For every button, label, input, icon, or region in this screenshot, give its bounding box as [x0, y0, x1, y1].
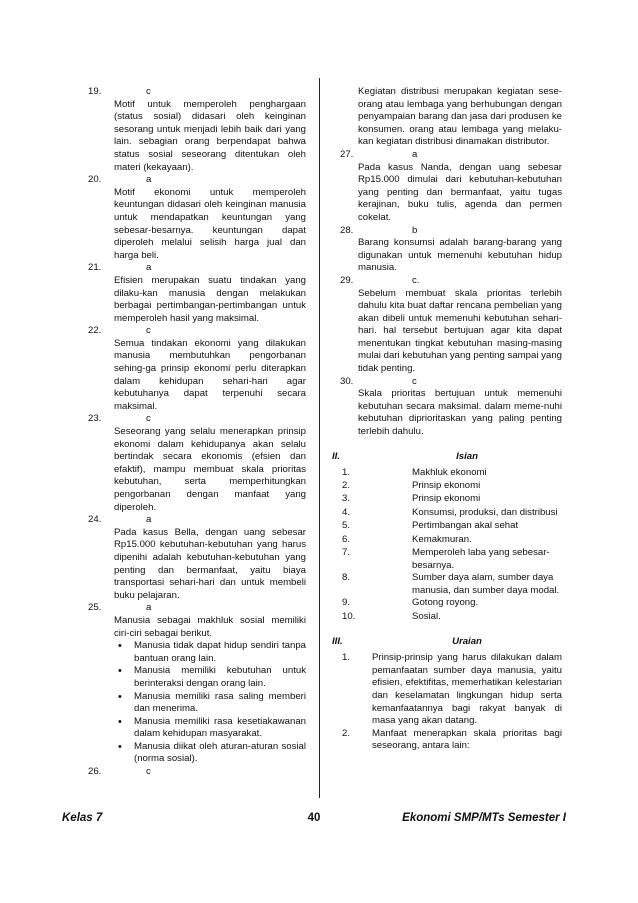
isian-item — [332, 493, 562, 506]
item-number: 29. — [340, 274, 354, 286]
item-number: 20. — [88, 174, 102, 186]
isian-item — [332, 572, 562, 597]
answer-explanation: Seseorang yang selalu menerapkan prinsip ekonomi dalam kehidupanya akan selalu bertindak secara ekonomis (efsien dan efaktif), mampu membuat skala prioritas kebutuhan, serta memperhitungkan pengorbanan dengan manfaat yang diperoleh. — [114, 426, 306, 513]
right-column — [332, 86, 562, 753]
isian-answer: Konsumsi, produksi, dan distribusi — [412, 506, 558, 518]
item-number: 30. — [340, 375, 354, 387]
item-number: 19. — [88, 86, 102, 97]
answer-explanation: Skala prioritas bertujuan untuk memenuhi kebutuhan secara maksimal. dalam meme-nuhi kebutuhan diprioritaskan yang paling penting terlebih dahulu. — [358, 388, 562, 438]
item-number: 23. — [88, 413, 102, 425]
answer-explanation: Pada kasus Nanda, dengan uang sebesar Rp15.000 dimulai dari kebutuhan-kebutuhan yang penting dan bermanfaat, yaitu tugas kerajinan, buku tulis, agenda dan permen cokelat. — [358, 161, 562, 223]
isian-answer: Kemakmuran. — [412, 533, 472, 545]
answer-item-30 — [332, 376, 562, 439]
isian-number: 4. — [342, 506, 351, 518]
isian-answer: Sumber daya alam, sumber daya manusia, dan sumber daya modal. — [412, 572, 560, 596]
isian-number: 7. — [342, 546, 351, 558]
section-number: III. — [332, 636, 343, 648]
answer-key: a — [146, 174, 152, 186]
isian-item — [332, 520, 562, 533]
item-number: 28. — [340, 224, 354, 236]
answer-item-25 — [88, 602, 306, 766]
item-number: 22. — [88, 325, 102, 337]
left-column — [88, 86, 306, 779]
answer-item-28 — [332, 225, 562, 275]
answer-key: b — [412, 224, 418, 236]
section-heading-isian — [332, 451, 562, 467]
isian-list — [332, 467, 562, 625]
answer-key: a — [146, 514, 152, 526]
uraian-answer: Prinsip-prinsip yang harus dilakukan dalam pemanfaatan sumber daya manusia, yaitu efisien, efektifitas, memerhatikan kelestarian dan keselamatan lingkungan hidup serta kemanfaatannya bagi rakyat banyak di masa yang akan datang. — [372, 652, 562, 727]
isian-answer: Memperoleh laba yang sebesar-besarnya. — [412, 546, 550, 571]
uraian-item — [332, 652, 562, 728]
bullet-list — [88, 640, 306, 766]
answer-item-24 — [88, 514, 306, 602]
answer-explanation: Motif untuk memperoleh penghargaan (status sosial) didasari oleh keinginan sesorang untuk menjadi lebih baik dari yang lain. sebagian orang berpendapat bahwa status sosial seseorang ditentukan oleh materi (kekayaan). — [114, 98, 306, 173]
answer-key: c — [412, 375, 417, 387]
answer-key: c — [146, 766, 151, 778]
answer-key: c — [146, 325, 151, 337]
item-number: 27. — [340, 148, 354, 160]
answer-item-20 — [88, 174, 306, 262]
item-number: 24. — [88, 514, 102, 526]
answer-key: a — [146, 262, 152, 274]
answer-item-23 — [88, 413, 306, 514]
isian-item — [332, 547, 562, 572]
bullet-item: • Manusia memiliki rasa kesetiakawanan dalam kehidupan masyarakat. — [114, 716, 306, 741]
uraian-number: 1. — [342, 652, 351, 664]
answer-key: c — [146, 86, 151, 97]
uraian-answer: Manfaat menerapkan skala prioritas bagi seseorang, antara lain: — [372, 727, 562, 752]
uraian-item — [332, 728, 562, 753]
answer-item-21 — [88, 262, 306, 325]
item-number: 25. — [88, 602, 102, 614]
isian-number: 2. — [342, 480, 351, 492]
isian-answer: Pertimbangan akal sehat — [412, 520, 519, 532]
uraian-number: 2. — [342, 727, 351, 739]
answer-explanation: Sebelum membuat skala prioritas terlebih dahulu kita buat daftar rencana pembelian yang akan dibeli untuk memenuhi kebutuhan sehari-hari. hal tersebut bertujuan agar kita dapat menentukan tingkat kebutuhan masing-masing mulai dari kebutuhan yang penting sampai yang tidak penting. — [358, 287, 562, 375]
isian-number: 6. — [342, 533, 351, 545]
section-number: II. — [332, 450, 340, 462]
item-number: 21. — [88, 262, 102, 274]
bullet-item: • Manusia tidak dapat hidup sendiri tanpa bantuan orang lain. — [114, 640, 306, 665]
page-footer — [62, 812, 566, 828]
answer-explanation: Semua tindakan ekonomi yang dilakukan manusia membutuhkan pengorbanan sehing-ga prinsip ekonomi perlu diterapkan dalam kehidupan sehari-hari agar kebutuhanya dapat terpenuhi secara maksimal. — [114, 337, 306, 412]
answer-item-22 — [88, 325, 306, 413]
answer-key: a — [146, 602, 152, 614]
isian-answer: Sosial. — [412, 610, 441, 622]
isian-answer: Makhluk ekonomi — [412, 466, 487, 478]
isian-number: 3. — [342, 493, 351, 505]
isian-number: 5. — [342, 520, 351, 532]
section-title: Uraian — [452, 636, 482, 648]
answer-explanation: Manusia sebagai makhluk sosial memiliki ciri-ciri sebagai berikut. — [114, 614, 306, 639]
section-heading-uraian — [332, 636, 562, 652]
bullet-item: • Manusia memiliki kebutuhan untuk berinteraksi dengan orang lain. — [114, 665, 306, 690]
footer-book-title: Ekonomi SMP/MTs Semester I — [402, 812, 566, 824]
answer-item-26 — [88, 766, 306, 779]
answer-item-29 — [332, 275, 562, 376]
answer-key: c — [146, 413, 151, 425]
isian-answer: Gotong royong. — [412, 597, 479, 609]
answer-explanation: Efisien merupakan suatu tindakan yang dilaku-kan manusia dengan melakukan berbagai pertimbangan-pertimbangan untuk memperoleh hasil yang maksimal. — [114, 274, 306, 324]
answer-key: a — [412, 148, 418, 160]
bullet-item: • Manusia diikat oleh aturan-aturan sosial (norma sosial). — [114, 741, 306, 766]
answer-item-19 — [88, 86, 306, 174]
answer-key: c. — [412, 274, 420, 286]
isian-answer: Prinsip ekonomi — [412, 493, 481, 505]
isian-number: 9. — [342, 597, 351, 609]
answer-explanation: Motif ekonomi untuk memperoleh keuntungan didasari oleh keinginan manusia untuk mendapatkan keuntungan yang sebesar-besarnya. keuntungan dapat diperoleh melalui selisih harga jual dan harga beli. — [114, 186, 306, 261]
footer-grade: Kelas 7 — [62, 812, 103, 824]
answer-explanation: Pada kasus Bella, dengan uang sebesar Rp15.000 kebutuhan-kebutuhan yang harus dipenihi adalah kebutuhan-kebutuhan yang penting dan bermanfaat, yaitu biaya transportasi sehari-hari dan untuk membeli buku pelajaran. — [114, 526, 306, 601]
isian-item — [332, 480, 562, 493]
isian-number: 8. — [342, 572, 351, 584]
answer-explanation: Barang konsumsi adalah barang-barang yang digunakan untuk memenuhi kebutuhan hidup manusia. — [358, 237, 562, 274]
isian-item — [332, 597, 562, 610]
bullet-item: • Manusia memiliki rasa saling memberi dan menerima. — [114, 691, 306, 716]
uraian-list — [332, 652, 562, 753]
isian-item — [332, 611, 562, 624]
isian-answer: Prinsip ekonomi — [412, 480, 481, 492]
isian-item — [332, 507, 562, 520]
item-number: 26. — [88, 766, 102, 778]
answer-item-27 — [332, 149, 562, 225]
answer-explanation-continued: Kegiatan distribusi merupakan kegiatan sese-orang atau lembaga yang berhubungan dengan penyampaian barang dan jasa dari produsen ke konsumen. orang atau lembaga yang melaku-kan kegiatan distribusi dinamakan distributor. — [358, 86, 562, 148]
isian-number: 10. — [342, 610, 356, 622]
isian-item — [332, 467, 562, 480]
isian-item — [332, 534, 562, 547]
isian-number: 1. — [342, 466, 351, 478]
column-divider — [319, 78, 320, 798]
page-number: 40 — [307, 812, 321, 824]
section-title: Isian — [456, 450, 478, 462]
